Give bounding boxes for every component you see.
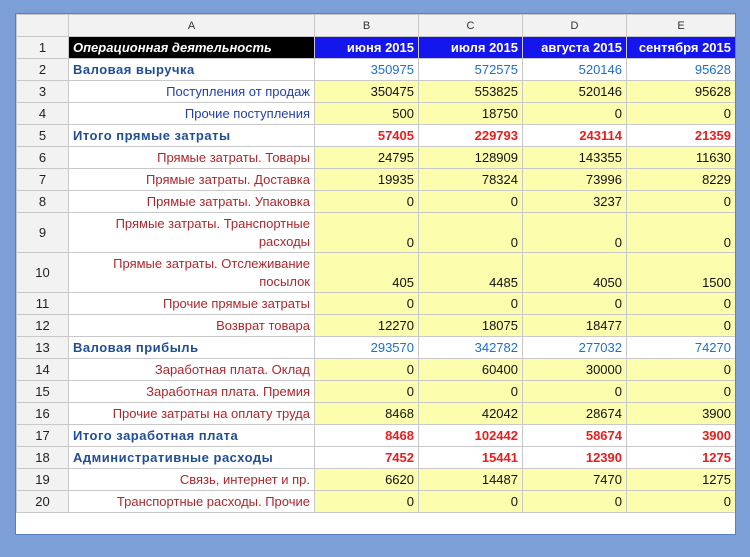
value-cell[interactable]: 12390 xyxy=(523,447,627,469)
column-header-row xyxy=(17,15,736,37)
value-cell[interactable]: 102442 xyxy=(419,425,523,447)
value-cell[interactable]: 74270 xyxy=(627,337,736,359)
spreadsheet-grid xyxy=(16,14,736,513)
value-cell[interactable]: 42042 xyxy=(419,403,523,425)
label-cell[interactable]: Транспортные расходы. Прочие xyxy=(69,491,315,513)
value-cell[interactable]: 350975 xyxy=(315,59,419,81)
row-header[interactable]: 8 xyxy=(17,191,69,213)
label-cell[interactable]: Итого заработная плата xyxy=(69,425,315,447)
value-cell[interactable]: 0 xyxy=(627,315,736,337)
value-cell[interactable]: 3237 xyxy=(523,191,627,213)
column-header-c[interactable]: C xyxy=(419,15,523,37)
value-cell[interactable]: 229793 xyxy=(419,125,523,147)
value-cell[interactable]: 0 xyxy=(419,381,523,403)
value-cell[interactable]: 0 xyxy=(315,191,419,213)
table-row xyxy=(17,59,736,81)
value-cell[interactable]: 28674 xyxy=(523,403,627,425)
row-header[interactable]: 15 xyxy=(17,381,69,403)
value-cell[interactable]: 18750 xyxy=(419,103,523,125)
value-cell[interactable]: 0 xyxy=(627,103,736,125)
table-row xyxy=(17,213,736,253)
row-header[interactable]: 18 xyxy=(17,447,69,469)
table-row xyxy=(17,125,736,147)
value-cell[interactable]: 7470 xyxy=(523,469,627,491)
row-header[interactable]: 2 xyxy=(17,59,69,81)
value-cell[interactable]: 24795 xyxy=(315,147,419,169)
table-row xyxy=(17,253,736,293)
table-row xyxy=(17,81,736,103)
table-row xyxy=(17,447,736,469)
table-row xyxy=(17,169,736,191)
value-cell[interactable]: 0 xyxy=(419,293,523,315)
label-cell[interactable]: Валовая прибыль xyxy=(69,337,315,359)
table-row xyxy=(17,191,736,213)
value-cell[interactable]: 8229 xyxy=(627,169,736,191)
value-cell[interactable]: 0 xyxy=(627,293,736,315)
label-cell[interactable]: Прямые затраты. Транспортные расходы xyxy=(69,213,315,253)
value-cell[interactable]: 0 xyxy=(523,103,627,125)
label-cell[interactable]: Итого прямые затраты xyxy=(69,125,315,147)
value-cell[interactable]: 3900 xyxy=(627,403,736,425)
value-cell[interactable]: 19935 xyxy=(315,169,419,191)
value-cell[interactable]: 0 xyxy=(315,381,419,403)
value-cell[interactable]: 1500 xyxy=(627,253,736,293)
value-cell[interactable]: 1275 xyxy=(627,469,736,491)
label-cell[interactable]: Возврат товара xyxy=(69,315,315,337)
value-cell[interactable]: 0 xyxy=(523,293,627,315)
value-cell[interactable]: 0 xyxy=(315,293,419,315)
table-row xyxy=(17,337,736,359)
month-header-cell[interactable]: июля 2015 xyxy=(419,37,523,59)
value-cell[interactable]: 3900 xyxy=(627,425,736,447)
value-cell[interactable]: 11630 xyxy=(627,147,736,169)
table-row xyxy=(17,469,736,491)
value-cell[interactable]: 0 xyxy=(315,491,419,513)
value-cell[interactable]: 0 xyxy=(523,491,627,513)
value-cell[interactable]: 0 xyxy=(315,213,419,253)
value-cell[interactable]: 30000 xyxy=(523,359,627,381)
row-header[interactable]: 7 xyxy=(17,169,69,191)
month-header-cell[interactable]: сентября 2015 xyxy=(627,37,736,59)
table-row xyxy=(17,425,736,447)
value-cell[interactable]: 95628 xyxy=(627,81,736,103)
month-header-cell[interactable]: августа 2015 xyxy=(523,37,627,59)
value-cell[interactable]: 7452 xyxy=(315,447,419,469)
value-cell[interactable]: 8468 xyxy=(315,425,419,447)
label-cell[interactable]: Прямые затраты. Упаковка xyxy=(69,191,315,213)
value-cell[interactable]: 350475 xyxy=(315,81,419,103)
row-header[interactable]: 6 xyxy=(17,147,69,169)
row-header[interactable]: 10 xyxy=(17,253,69,293)
value-cell[interactable]: 4485 xyxy=(419,253,523,293)
value-cell[interactable]: 18075 xyxy=(419,315,523,337)
value-cell[interactable]: 0 xyxy=(627,213,736,253)
value-cell[interactable]: 21359 xyxy=(627,125,736,147)
column-header-e[interactable]: E xyxy=(627,15,736,37)
label-cell[interactable]: Связь, интернет и пр. xyxy=(69,469,315,491)
label-cell[interactable]: Валовая выручка xyxy=(69,59,315,81)
value-cell[interactable]: 57405 xyxy=(315,125,419,147)
table-row xyxy=(17,491,736,513)
value-cell[interactable]: 520146 xyxy=(523,81,627,103)
value-cell[interactable]: 0 xyxy=(523,381,627,403)
table-row xyxy=(17,315,736,337)
row-header[interactable]: 12 xyxy=(17,315,69,337)
column-header-a[interactable]: A xyxy=(69,15,315,37)
value-cell[interactable]: 8468 xyxy=(315,403,419,425)
label-cell[interactable]: Поступления от продаж xyxy=(69,81,315,103)
value-cell[interactable]: 78324 xyxy=(419,169,523,191)
row-header[interactable]: 14 xyxy=(17,359,69,381)
row-header[interactable]: 4 xyxy=(17,103,69,125)
label-cell[interactable]: Прочие затраты на оплату труда xyxy=(69,403,315,425)
value-cell[interactable]: 293570 xyxy=(315,337,419,359)
label-cell[interactable]: Прочие прямые затраты xyxy=(69,293,315,315)
row-header[interactable]: 19 xyxy=(17,469,69,491)
value-cell[interactable]: 277032 xyxy=(523,337,627,359)
month-header-cell[interactable]: июня 2015 xyxy=(315,37,419,59)
spreadsheet-frame xyxy=(15,13,736,535)
value-cell[interactable]: 58674 xyxy=(523,425,627,447)
column-header-b[interactable]: B xyxy=(315,15,419,37)
row-header[interactable]: 5 xyxy=(17,125,69,147)
table-row xyxy=(17,103,736,125)
table-row xyxy=(17,381,736,403)
row-header[interactable]: 3 xyxy=(17,81,69,103)
label-cell[interactable]: Прямые затраты. Товары xyxy=(69,147,315,169)
value-cell[interactable]: 405 xyxy=(315,253,419,293)
value-cell[interactable]: 143355 xyxy=(523,147,627,169)
label-cell[interactable]: Заработная плата. Оклад xyxy=(69,359,315,381)
row-header[interactable]: 16 xyxy=(17,403,69,425)
label-cell[interactable]: Прочие поступления xyxy=(69,103,315,125)
value-cell[interactable]: 128909 xyxy=(419,147,523,169)
value-cell[interactable]: 73996 xyxy=(523,169,627,191)
row-header[interactable]: 13 xyxy=(17,337,69,359)
value-cell[interactable]: 572575 xyxy=(419,59,523,81)
select-all-corner[interactable] xyxy=(17,15,69,37)
value-cell[interactable]: 12270 xyxy=(315,315,419,337)
row-header[interactable]: 9 xyxy=(17,213,69,253)
value-cell[interactable]: 15441 xyxy=(419,447,523,469)
value-cell[interactable]: 342782 xyxy=(419,337,523,359)
value-cell[interactable]: 520146 xyxy=(523,59,627,81)
value-cell[interactable]: 0 xyxy=(419,191,523,213)
row-header[interactable]: 20 xyxy=(17,491,69,513)
value-cell[interactable]: 0 xyxy=(627,381,736,403)
label-cell[interactable]: Заработная плата. Премия xyxy=(69,381,315,403)
value-cell[interactable]: 0 xyxy=(419,491,523,513)
label-cell[interactable]: Прямые затраты. Доставка xyxy=(69,169,315,191)
table-header-row xyxy=(17,37,736,59)
label-cell[interactable]: Прямые затраты. Отслеживание посылок xyxy=(69,253,315,293)
table-row xyxy=(17,147,736,169)
row-header[interactable]: 17 xyxy=(17,425,69,447)
value-cell[interactable]: 0 xyxy=(419,213,523,253)
value-cell[interactable]: 553825 xyxy=(419,81,523,103)
column-header-d[interactable]: D xyxy=(523,15,627,37)
value-cell[interactable]: 95628 xyxy=(627,59,736,81)
value-cell[interactable]: 0 xyxy=(627,491,736,513)
table-row xyxy=(17,293,736,315)
sheet-title-cell[interactable]: Операционная деятельность xyxy=(69,37,315,59)
value-cell[interactable]: 0 xyxy=(523,213,627,253)
value-cell[interactable]: 0 xyxy=(315,359,419,381)
value-cell[interactable]: 6620 xyxy=(315,469,419,491)
value-cell[interactable]: 0 xyxy=(627,191,736,213)
table-row xyxy=(17,359,736,381)
value-cell[interactable]: 1275 xyxy=(627,447,736,469)
value-cell[interactable]: 60400 xyxy=(419,359,523,381)
row-header[interactable]: 11 xyxy=(17,293,69,315)
value-cell[interactable]: 0 xyxy=(627,359,736,381)
row-header[interactable]: 1 xyxy=(17,37,69,59)
table-row xyxy=(17,403,736,425)
value-cell[interactable]: 14487 xyxy=(419,469,523,491)
value-cell[interactable]: 4050 xyxy=(523,253,627,293)
value-cell[interactable]: 18477 xyxy=(523,315,627,337)
value-cell[interactable]: 500 xyxy=(315,103,419,125)
label-cell[interactable]: Административные расходы xyxy=(69,447,315,469)
value-cell[interactable]: 243114 xyxy=(523,125,627,147)
